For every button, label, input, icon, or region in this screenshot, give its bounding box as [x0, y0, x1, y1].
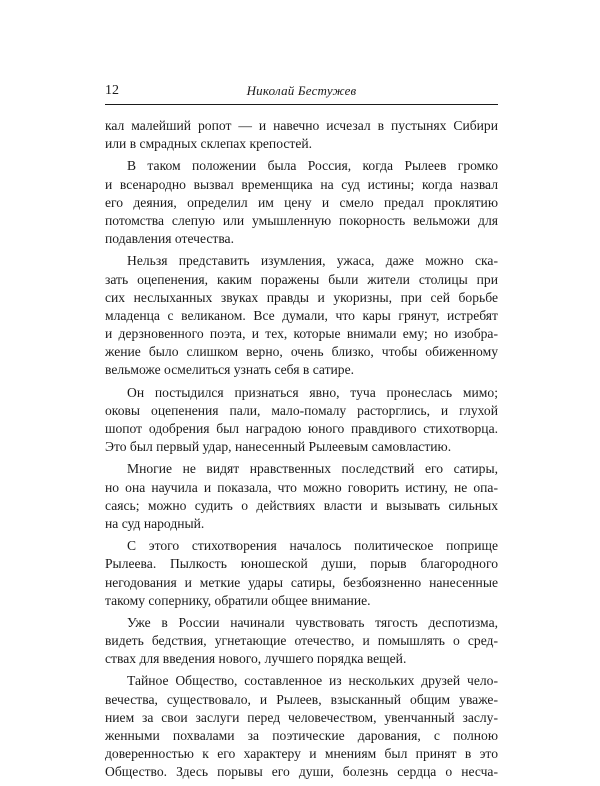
- text-line: но она научила и показала, что можно говорить истину, не опа-: [105, 479, 498, 495]
- text-line: сих неслыханных звуках правды и укоризны, при сей борьбе: [105, 289, 498, 305]
- text-line: Общество. Здесь порывы его души, болезнь сердца о несча-: [105, 764, 498, 780]
- page-header: [105, 82, 498, 102]
- text-line: Тайное Общество, составленное из нескольких друзей чело-: [127, 673, 498, 689]
- text-line: кал малейший ропот — и навечно исчезал в пустынях Сибири: [105, 118, 498, 133]
- text-line: потомства слепую или умышленную покорность вельможи для: [105, 212, 498, 228]
- paragraph: [105, 537, 498, 610]
- paragraph: [105, 672, 498, 781]
- text-line: на суд народный.: [105, 515, 205, 531]
- text-line: Рылеева. Пылкость юношеской души, порыв благородного: [105, 556, 498, 572]
- text-line: зать оцепенения, каким поражены были жители столицы при: [105, 271, 498, 287]
- text-line: В таком положении была Россия, когда Рылеев громко: [127, 158, 498, 174]
- paragraph: [105, 252, 498, 379]
- text-line: Нельзя представить изумления, ужаса, даже можно ска-: [127, 253, 498, 269]
- text-line: видеть бедствия, угнетающие отечество, и помышлять о сред-: [105, 633, 498, 649]
- paragraph: [105, 157, 498, 248]
- text-line: нием за свои заслуги перед человечеством, увенчанный заслу-: [105, 709, 498, 725]
- text-line: ствах для введения нового, лучшего порядка вещей.: [105, 651, 407, 667]
- text-line: подавления отечества.: [105, 231, 234, 247]
- header-rule: [105, 104, 498, 105]
- text-line: доверенностью к его характеру и мнениям был принят в это: [105, 746, 498, 762]
- text-line: Уже в России начинали чувствовать тягость деспотизма,: [127, 614, 498, 630]
- text-line: Он постыдился признаться явно, туча пронеслась мимо;: [127, 384, 498, 400]
- paragraph: [105, 384, 498, 457]
- text-line: вечества, существовало, и Рылеев, взысканный общим уваже-: [105, 691, 498, 707]
- text-line: саясь; можно судить о действиях власти и вызывать сильных: [105, 497, 498, 513]
- paragraph: [105, 614, 498, 669]
- running-head: Николай Бестужев: [246, 83, 357, 98]
- text-line: младенца с великаном. Все думали, что кары грянут, истребят: [105, 307, 498, 323]
- text-line: такому сопернику, обратили общее внимание.: [105, 592, 371, 608]
- text-line: женными похвалами за поэтические дарования, с полною: [105, 728, 498, 743]
- text-line: шопот одобрения был наградою юного правдивого стихотворца.: [105, 421, 498, 436]
- page-number: 12: [105, 83, 119, 98]
- body-text: [105, 117, 498, 786]
- text-line: жение было слишком верно, очень близко, чтобы обиженному: [105, 344, 498, 360]
- text-line: оковы оцепенения пали, мало-помалу расторглись, и глухой: [105, 402, 498, 418]
- text-line: Это был первый удар, нанесенный Рылеевым самовластию.: [105, 439, 452, 455]
- text-line: вельможе осмелиться узнать себя в сатире.: [105, 362, 355, 378]
- text-line: С этого стихотворения началось политическое поприще: [127, 538, 498, 554]
- text-line: и дерзновенного поэта, и тех, которые внимали ему; но изобра-: [105, 326, 498, 342]
- paragraph: [105, 460, 498, 533]
- text-line: и всенародно вызвал временщика на суд истины; когда назвал: [105, 176, 498, 192]
- text-line: его деяния, определил им цену и смело предал проклятию: [105, 194, 498, 210]
- text-line: или в смрадных склепах крепостей.: [105, 136, 313, 152]
- text-line: негодования и меткие удары сатиры, безбоязненно нанесенные: [105, 574, 498, 590]
- paragraph: [105, 117, 498, 153]
- text-line: Многие не видят нравственных последствий его сатиры,: [127, 461, 498, 477]
